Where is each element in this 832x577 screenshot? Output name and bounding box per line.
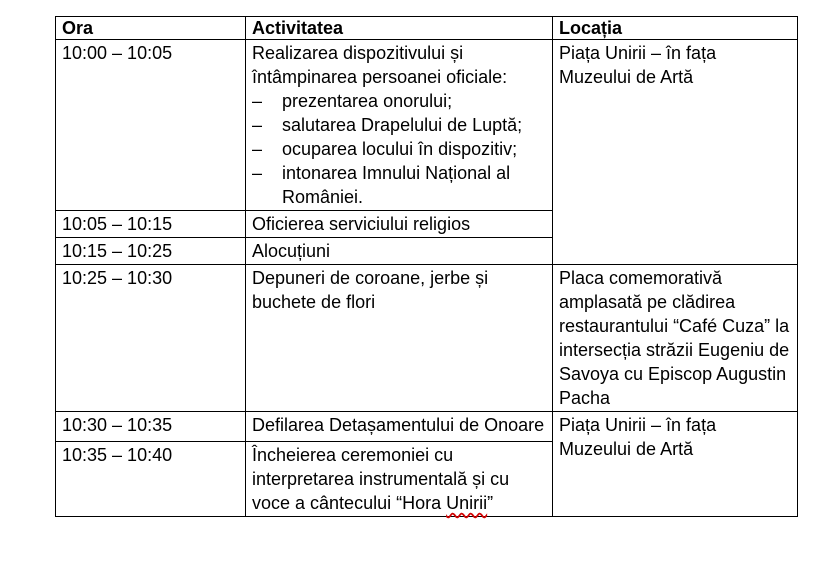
header-location: Locația [553,17,798,40]
location-cell: Placa comemorativă amplasată pe clădirea restaurantului “Café Cuza” la intersecția străzii Eugeniu de Savoya cu Episcop Augustin Pacha [553,265,798,412]
time-cell: 10:05 – 10:15 [56,211,246,238]
list-item: – intonarea Imnului Național al României. [252,161,546,209]
list-item: – ocuparea locului în dispozitiv; [252,137,546,161]
activity-text: Realizarea dispozitivului și întâmpinarea persoanei oficiale: [252,43,508,87]
location-cell: Piața Unirii – în fața Muzeului de Artă [553,40,798,265]
time-cell: 10:25 – 10:30 [56,265,246,412]
spellcheck-word: Unirii [446,493,488,513]
table-row [56,265,798,412]
header-time: Ora [56,17,246,40]
activity-sublist [252,89,546,209]
table-row [56,412,798,442]
list-item: – prezentarea onorului; [252,89,546,113]
location-cell: Piața Unirii – în fața Muzeului de Artă [553,412,798,517]
header-row [56,17,798,40]
list-item: – salutarea Drapelului de Luptă; [252,113,546,137]
time-cell: 10:35 – 10:40 [56,442,246,517]
activity-cell [246,40,553,211]
activity-cell: Defilarea Detașamentului de Onoare [246,412,553,442]
activity-cell: Depuneri de coroane, jerbe și buchete de flori [246,265,553,412]
schedule-table [55,16,798,517]
table-row [56,40,798,211]
activity-text-end: ” [487,493,494,513]
activity-cell [246,442,553,517]
time-cell: 10:15 – 10:25 [56,238,246,265]
activity-cell: Alocuțiuni [246,238,553,265]
time-cell: 10:30 – 10:35 [56,412,246,442]
time-cell: 10:00 – 10:05 [56,40,246,211]
activity-text: Încheierea ceremoniei cu interpretarea instrumentală și cu voce a cântecului “Hora [252,445,510,513]
activity-cell: Oficierea serviciului religios [246,211,553,238]
header-activity: Activitatea [246,17,553,40]
